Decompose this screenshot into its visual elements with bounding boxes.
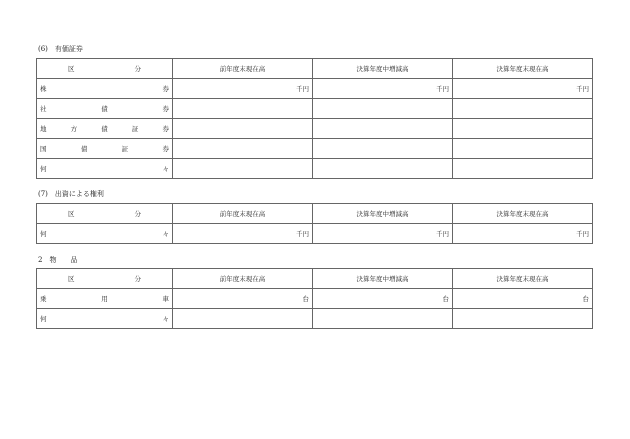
kubun-right-char: 分 bbox=[134, 64, 141, 73]
investment-rights-table bbox=[36, 203, 593, 244]
col-header-year-end: 決算年度末現在高 bbox=[453, 269, 593, 289]
row-label-other bbox=[37, 159, 173, 179]
table-row bbox=[37, 159, 593, 179]
col-header-prev-year: 前年度末現在高 bbox=[173, 269, 313, 289]
value-cell[interactable] bbox=[173, 159, 313, 179]
label-char: 券 bbox=[162, 84, 169, 93]
value-cell[interactable]: 千円 bbox=[313, 224, 453, 244]
label-char: 券 bbox=[162, 144, 169, 153]
label-char: 債 bbox=[80, 144, 88, 153]
col-header-change: 決算年度中増減高 bbox=[313, 204, 453, 224]
value-cell[interactable] bbox=[173, 99, 313, 119]
label-char: 々 bbox=[162, 314, 169, 323]
value-cell[interactable] bbox=[453, 99, 593, 119]
label-char: 用 bbox=[101, 294, 108, 303]
table-row bbox=[37, 119, 593, 139]
value-cell[interactable]: 千円 bbox=[173, 224, 313, 244]
section-heading-securities: (6) 有価証券 bbox=[38, 45, 83, 53]
row-label-national-bonds bbox=[37, 139, 173, 159]
value-cell[interactable]: 千円 bbox=[453, 79, 593, 99]
value-cell[interactable]: 千円 bbox=[453, 224, 593, 244]
label-char: 債 bbox=[101, 124, 108, 133]
row-label-passenger-car bbox=[37, 289, 173, 309]
section-heading-investment-rights: (7) 出資による権利 bbox=[38, 190, 104, 198]
row-label-local-bonds bbox=[37, 119, 173, 139]
label-char: 地 bbox=[40, 124, 47, 133]
value-cell[interactable]: 千円 bbox=[173, 79, 313, 99]
value-cell[interactable]: 台 bbox=[453, 289, 593, 309]
value-cell[interactable] bbox=[453, 309, 593, 329]
kubun-left-char: 区 bbox=[68, 274, 75, 283]
kubun-header-cell bbox=[37, 59, 173, 79]
value-cell[interactable] bbox=[313, 309, 453, 329]
kubun-left-char: 区 bbox=[68, 209, 75, 218]
label-char: 株 bbox=[40, 84, 47, 93]
label-char: 社 bbox=[40, 104, 47, 113]
label-char: 何 bbox=[40, 314, 47, 323]
kubun-left-char: 区 bbox=[68, 64, 75, 73]
value-cell[interactable] bbox=[313, 159, 453, 179]
table-row bbox=[37, 79, 593, 99]
label-char: 券 bbox=[162, 104, 169, 113]
table-row bbox=[37, 289, 593, 309]
value-cell[interactable] bbox=[453, 159, 593, 179]
value-cell[interactable] bbox=[173, 309, 313, 329]
row-label-corporate-bonds bbox=[37, 99, 173, 119]
row-label-stocks bbox=[37, 79, 173, 99]
label-char: 乗 bbox=[40, 294, 47, 303]
table-header-row bbox=[37, 59, 593, 79]
value-cell[interactable]: 台 bbox=[313, 289, 453, 309]
table-header-row bbox=[37, 204, 593, 224]
value-cell[interactable] bbox=[453, 119, 593, 139]
section-heading-goods: 2 物 品 bbox=[38, 256, 78, 264]
label-char: 証 bbox=[131, 124, 139, 133]
kubun-right-char: 分 bbox=[134, 209, 141, 218]
kubun-right-char: 分 bbox=[134, 274, 141, 283]
value-cell[interactable] bbox=[313, 119, 453, 139]
label-char: 何 bbox=[40, 164, 47, 173]
table-row bbox=[37, 99, 593, 119]
label-char: 債 bbox=[101, 104, 108, 113]
label-char: 方 bbox=[70, 124, 78, 133]
col-header-change: 決算年度中増減高 bbox=[313, 59, 453, 79]
value-cell[interactable] bbox=[453, 139, 593, 159]
value-cell[interactable]: 千円 bbox=[313, 79, 453, 99]
table-header-row bbox=[37, 269, 593, 289]
value-cell[interactable] bbox=[313, 99, 453, 119]
label-char: 券 bbox=[162, 124, 169, 133]
goods-table bbox=[36, 268, 593, 329]
col-header-change: 決算年度中増減高 bbox=[313, 269, 453, 289]
value-cell[interactable]: 台 bbox=[173, 289, 313, 309]
table-row bbox=[37, 224, 593, 244]
col-header-prev-year: 前年度末現在高 bbox=[173, 59, 313, 79]
kubun-header-cell bbox=[37, 269, 173, 289]
label-char: 国 bbox=[40, 144, 47, 153]
col-header-year-end: 決算年度末現在高 bbox=[453, 204, 593, 224]
label-char: 何 bbox=[40, 229, 47, 238]
label-char: 車 bbox=[162, 294, 169, 303]
row-label-other bbox=[37, 224, 173, 244]
table-row bbox=[37, 139, 593, 159]
row-label-other bbox=[37, 309, 173, 329]
value-cell[interactable] bbox=[313, 139, 453, 159]
col-header-prev-year: 前年度末現在高 bbox=[173, 204, 313, 224]
value-cell[interactable] bbox=[173, 139, 313, 159]
label-char: 々 bbox=[162, 164, 169, 173]
table-row bbox=[37, 309, 593, 329]
securities-table bbox=[36, 58, 593, 179]
col-header-year-end: 決算年度末現在高 bbox=[453, 59, 593, 79]
label-char: 々 bbox=[162, 229, 169, 238]
value-cell[interactable] bbox=[173, 119, 313, 139]
kubun-header-cell bbox=[37, 204, 173, 224]
label-char: 証 bbox=[121, 144, 129, 153]
